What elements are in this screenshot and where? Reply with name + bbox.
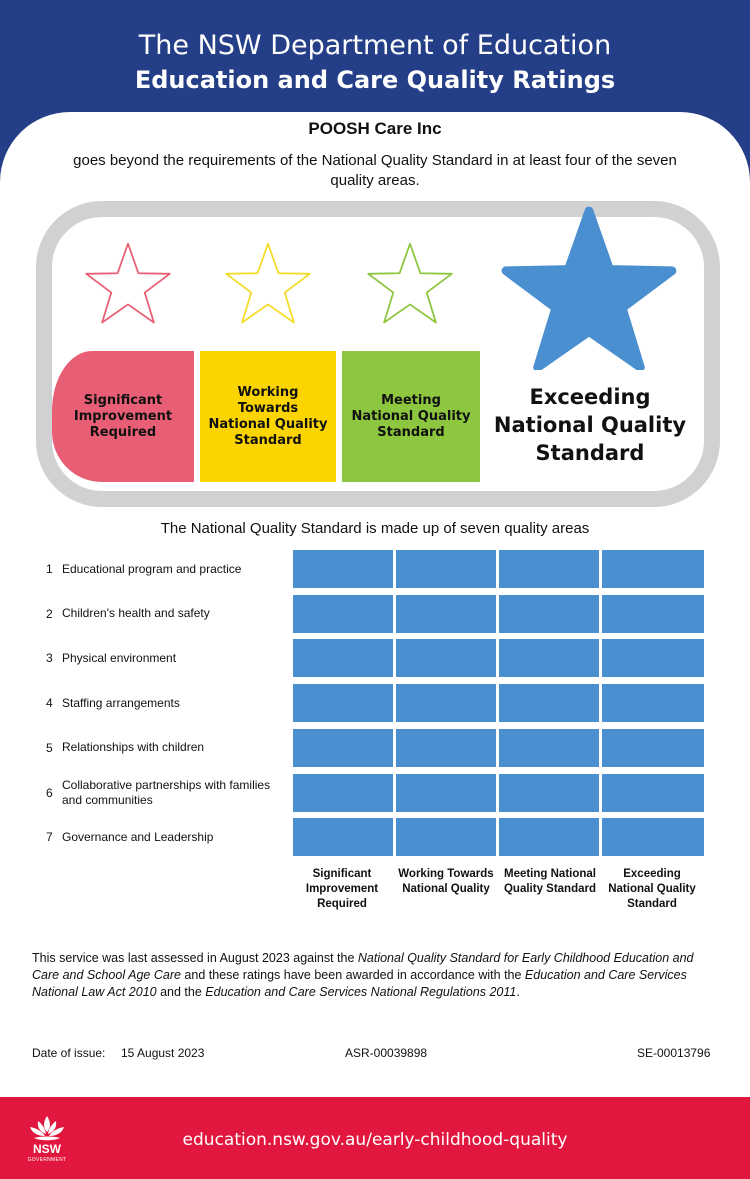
quality-area-row [0,684,750,722]
assessment-statement [32,950,720,1001]
quality-area-label: Educational program and practice [62,561,242,576]
column-label-working-towards: Working Towards National Quality [398,868,494,895]
column-label-exceeding: Exceeding National Quality Standard [608,868,696,910]
nsw-logo-subtext: GOVERNMENT [27,1157,67,1163]
quality-area-rating-cell [293,818,393,856]
assessment-text: This service was last assessed in August 2023 against the [32,951,358,965]
quality-area-rating-cell [499,595,599,633]
quality-area-number: 1 [46,562,53,576]
asr-number: ASR-00039898 [345,1046,428,1060]
quality-area-label: Relationships with children [62,740,205,755]
quality-area-rating-cell [602,595,704,633]
quality-area-number: 6 [46,785,53,800]
quality-area-label: Physical environment [62,650,177,665]
quality-area-row [0,550,750,588]
quality-area-row [0,774,750,812]
rating-exceeding: Exceeding National Quality Standard [493,385,687,465]
quality-area-row [0,595,750,633]
quality-area-rating-cell [396,729,496,767]
quality-area-rating-cell [396,595,496,633]
quality-area-label: Collaborative partnerships with families and communities [62,777,271,807]
quality-area-number: 4 [46,696,53,711]
rating-meeting: Meeting National Quality Standard [342,351,480,482]
service-name: POOSH Care Inc [308,119,442,138]
quality-area-rating-cell [499,774,599,812]
se-number: SE-00013796 [637,1046,711,1060]
quality-area-rating-cell [293,639,393,677]
assessment-text: and these ratings have been awarded in accordance with the [180,968,525,982]
date-of-issue-label: Date of issue: [32,1046,106,1060]
quality-area-rating-cell [499,818,599,856]
quality-area-rating-cell [499,639,599,677]
nsw-logo-text: NSW [33,1142,61,1156]
quality-area-label: Children's health and safety [62,606,210,621]
assessment-text: . [516,985,520,999]
column-label-significant: Significant Improvement Required [305,868,379,910]
header-department: The NSW Department of Education [138,30,612,61]
quality-area-row [0,639,750,677]
quality-area-rating-cell [293,774,393,812]
quality-area-rating-cell [396,684,496,722]
quality-area-rating-cell [602,639,704,677]
star-outline-icon [224,240,312,324]
rating-significant-improvement: Significant Improvement Required [52,351,194,482]
quality-area-label: Governance and Leadership [62,829,214,844]
rating-working-towards: Working Towards National Quality Standard [200,351,336,482]
quality-area-rating-cell [293,595,393,633]
date-of-issue-value: 15 August 2023 [121,1046,205,1060]
column-label-meeting: Meeting National Quality Standard [503,868,597,895]
quality-area-label: Staffing arrangements [62,695,180,710]
assessment-law-title: Education and Care Services National Law Act 2010 [32,968,687,999]
service-description: goes beyond the requirements of the National Quality Standard in at least four of the seven quality areas. [73,152,677,189]
star-outline-icon [366,240,454,324]
footer-url-link[interactable]: education.nsw.gov.au/early-childhood-quality [182,1130,568,1150]
quality-area-number: 7 [46,830,53,845]
quality-area-rating-cell [499,729,599,767]
quality-area-number: 5 [46,740,53,755]
quality-area-rating-cell [602,729,704,767]
quality-area-rating-cell [602,550,704,588]
quality-area-rating-cell [293,550,393,588]
quality-area-row [0,818,750,856]
quality-area-row [0,729,750,767]
quality-area-rating-cell [293,684,393,722]
quality-area-rating-cell [293,729,393,767]
quality-area-number: 2 [46,606,53,621]
quality-area-rating-cell [396,550,496,588]
star-outline-icon [84,240,172,324]
assessment-regulations-title: Education and Care Services National Regulations 2011 [205,985,517,999]
quality-area-rating-cell [499,684,599,722]
quality-areas-heading: The National Quality Standard is made up of seven quality areas [160,520,590,537]
quality-area-rating-cell [602,684,704,722]
assessment-text: and the [156,985,206,999]
quality-area-rating-cell [396,774,496,812]
header-title: Education and Care Quality Ratings [134,66,616,94]
quality-area-rating-cell [396,818,496,856]
quality-area-rating-cell [499,550,599,588]
quality-area-rating-cell [602,774,704,812]
assessment-standard-title: National Quality Standard for Early Childhood Education and Care and School Age Care [32,951,694,982]
quality-area-number: 3 [46,651,53,666]
quality-area-rating-cell [602,818,704,856]
star-filled-icon [500,204,678,370]
quality-area-rating-cell [396,639,496,677]
